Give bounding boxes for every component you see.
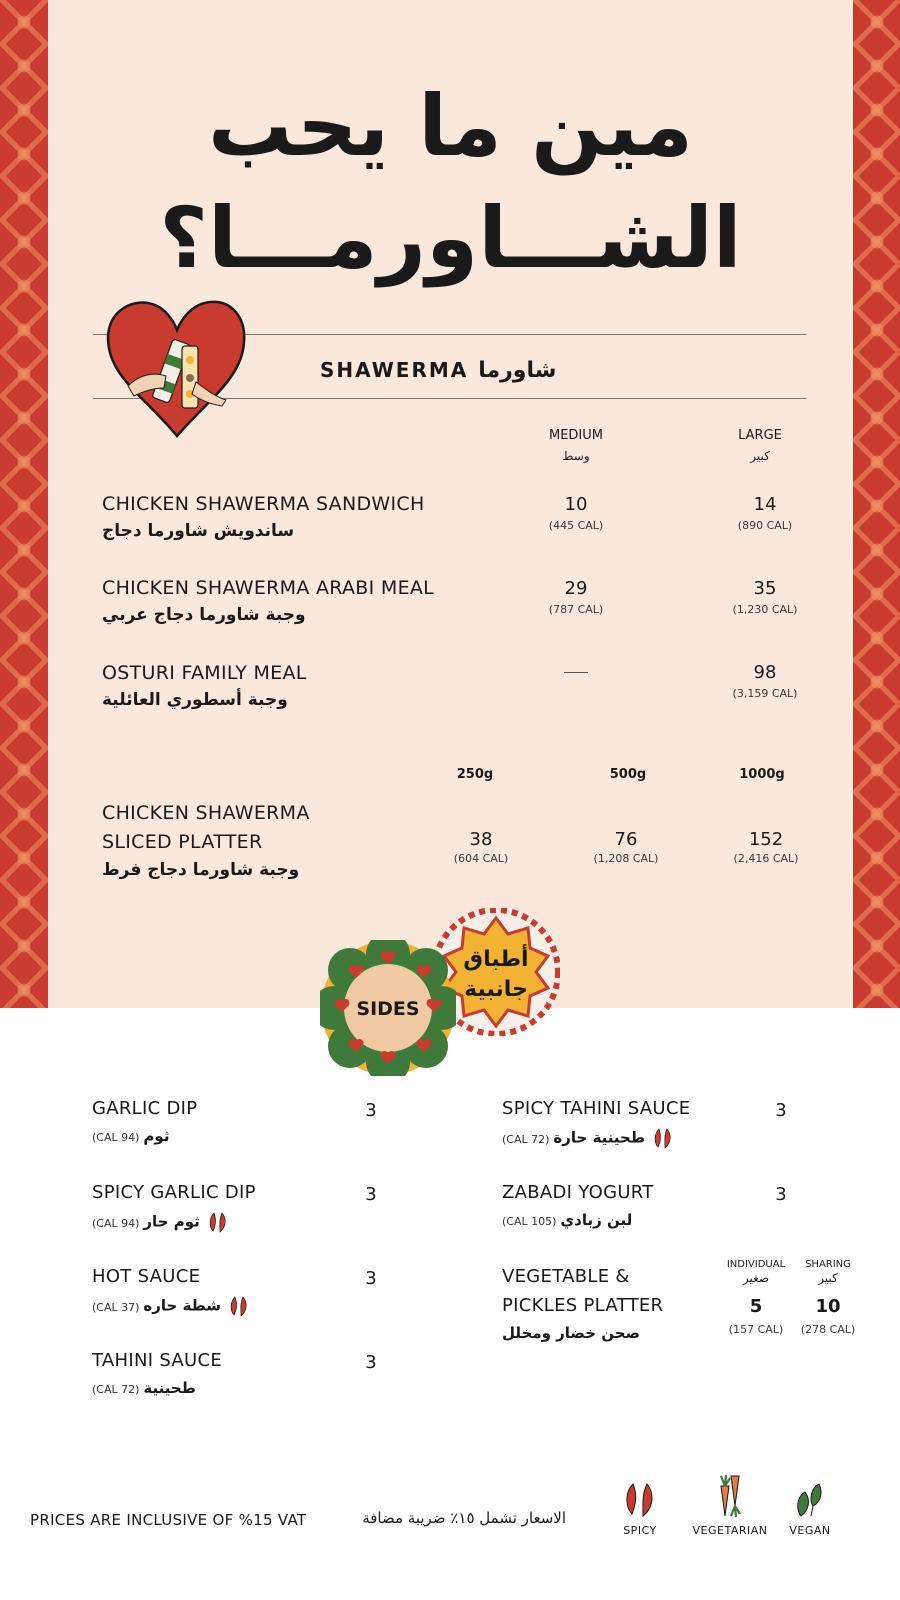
side-price: 3 xyxy=(365,1100,377,1121)
item-name-ar: وجبة شاورما دجاج عربي xyxy=(102,605,306,625)
column-medium-en: MEDIUM xyxy=(548,428,603,443)
side-name-en: HOT SAUCE xyxy=(92,1266,201,1287)
platter-name-line2: SLICED PLATTER xyxy=(102,831,263,853)
vat-notice-ar: الاسعار تشمل ١٥٪ ضريبة مضافة xyxy=(362,1509,566,1527)
platter-cal-500: (1,208 CAL) xyxy=(593,852,659,865)
chili-icon xyxy=(623,1480,657,1518)
title-line-1: مين ما يحب xyxy=(208,77,693,175)
column-header-sharing: SHARING كبير xyxy=(805,1259,851,1285)
svg-text:جانبية: جانبية xyxy=(464,977,528,1002)
column-medium-ar: وسط xyxy=(562,449,590,463)
item-name-ar: ساندويش شاورما دجاج xyxy=(102,521,295,541)
side-name-en: SPICY TAHINI SAUCE xyxy=(502,1098,691,1119)
veg-platter-price-sharing: 10 xyxy=(815,1296,841,1317)
platter-name-ar: وجبة شاورما دجاج فرط xyxy=(102,860,300,880)
legend-spicy: SPICY xyxy=(610,1480,670,1537)
svg-text:SIDES: SIDES xyxy=(356,998,420,1020)
column-header-medium xyxy=(526,428,626,463)
column-large-en: LARGE xyxy=(738,428,782,443)
item-cal-large: (890 CAL) xyxy=(737,519,793,532)
item-price-large: 14 xyxy=(753,494,777,515)
section-heading-shawerma xyxy=(320,358,640,383)
right-pattern-border xyxy=(853,0,900,1008)
side-price: 3 xyxy=(365,1268,377,1289)
side-name-ar: ثوم xyxy=(143,1127,170,1145)
item-name-ar: وجبة أسطوري العائلية xyxy=(102,690,288,710)
heart-illustration-icon xyxy=(104,296,250,440)
veg-platter-price-individual: 5 xyxy=(749,1296,763,1317)
side-sub: (CAL 94) ثوم حار xyxy=(92,1211,228,1233)
item-name-en: CHICKEN SHAWERMA ARABI MEAL xyxy=(102,577,435,599)
side-sub: (CAL 72) طحينية xyxy=(92,1379,196,1397)
chili-icon xyxy=(653,1127,673,1149)
side-sub: (CAL 105) لبن زبادي xyxy=(502,1211,633,1229)
page-title xyxy=(48,70,853,294)
chili-icon xyxy=(208,1211,228,1233)
side-price: 3 xyxy=(775,1100,787,1121)
legend-vegetarian: VEGETARIAN xyxy=(688,1472,772,1537)
section-title-ar: شاورما xyxy=(478,358,557,383)
side-price: 3 xyxy=(365,1352,377,1373)
side-sub: (CAL 37) شطة حاره xyxy=(92,1295,249,1317)
veg-platter-cal-individual: (157 CAL) xyxy=(728,1323,784,1336)
column-header-individual: INDIVIDUAL صغير xyxy=(726,1259,786,1285)
not-available-dash xyxy=(564,672,588,673)
left-pattern-border xyxy=(0,0,48,1008)
side-name-en: GARLIC DIP xyxy=(92,1098,198,1119)
item-cal-medium: (445 CAL) xyxy=(548,519,604,532)
svg-text:أطباق: أطباق xyxy=(463,947,529,972)
sides-badge xyxy=(320,940,456,1076)
side-name-en: SPICY GARLIC DIP xyxy=(92,1182,256,1203)
side-price: 3 xyxy=(775,1184,787,1205)
side-name-ar: لبن زبادي xyxy=(560,1211,633,1229)
vat-notice-en: PRICES ARE INCLUSIVE OF %15 VAT xyxy=(30,1511,307,1529)
side-price: 3 xyxy=(365,1184,377,1205)
item-name-en: OSTURI FAMILY MEAL xyxy=(102,662,307,684)
item-name-en: CHICKEN SHAWERMA SANDWICH xyxy=(102,493,425,515)
veg-platter-name-line2: PICKLES PLATTER xyxy=(502,1295,664,1316)
veg-platter-name-ar: صحن خضار ومخلل xyxy=(502,1324,641,1342)
side-name-en: ZABADI YOGURT xyxy=(502,1182,654,1203)
item-price-large: 35 xyxy=(753,578,777,599)
item-price-large: 98 xyxy=(753,662,777,683)
platter-price-1000: 152 xyxy=(748,829,784,850)
weight-header: 500g xyxy=(609,767,647,782)
platter-cal-250: (604 CAL) xyxy=(453,852,509,865)
section-title-en: SHAWERMA xyxy=(320,358,469,382)
platter-price-500: 76 xyxy=(614,829,638,850)
title-line-2: الشـــاورمـــا؟ xyxy=(159,189,742,287)
legend-vegan: VEGAN xyxy=(780,1480,840,1537)
column-large-ar: كبير xyxy=(750,449,770,463)
side-name-ar: شطة حاره xyxy=(143,1296,222,1315)
side-name-ar: طحينية xyxy=(143,1379,196,1397)
platter-name-line1: CHICKEN SHAWERMA xyxy=(102,802,310,824)
item-cal-medium: (787 CAL) xyxy=(548,603,604,616)
side-name-ar: طحينية حارة xyxy=(553,1128,645,1147)
item-price-medium: 10 xyxy=(564,494,588,515)
carrot-icon xyxy=(713,1472,747,1518)
item-price-medium: 29 xyxy=(564,578,588,599)
chili-icon xyxy=(229,1295,249,1317)
item-cal-large: (1,230 CAL) xyxy=(732,603,798,616)
leaf-icon xyxy=(793,1480,827,1518)
item-cal-large: (3,159 CAL) xyxy=(732,687,798,700)
side-name-en: TAHINI SAUCE xyxy=(92,1350,223,1371)
hearts-ring-badge-icon xyxy=(320,940,456,1076)
veg-platter-cal-sharing: (278 CAL) xyxy=(800,1323,856,1336)
side-sub: (CAL 72) طحينية حارة xyxy=(502,1127,673,1149)
column-header-large xyxy=(710,428,810,463)
platter-cal-1000: (2,416 CAL) xyxy=(733,852,799,865)
side-name-ar: ثوم حار xyxy=(143,1212,200,1231)
weight-header: 1000g xyxy=(739,767,785,782)
weight-header: 250g xyxy=(456,767,494,782)
veg-platter-name-line1: VEGETABLE & xyxy=(502,1266,630,1287)
platter-price-250: 38 xyxy=(469,829,493,850)
side-sub: (CAL 94) ثوم xyxy=(92,1127,170,1145)
